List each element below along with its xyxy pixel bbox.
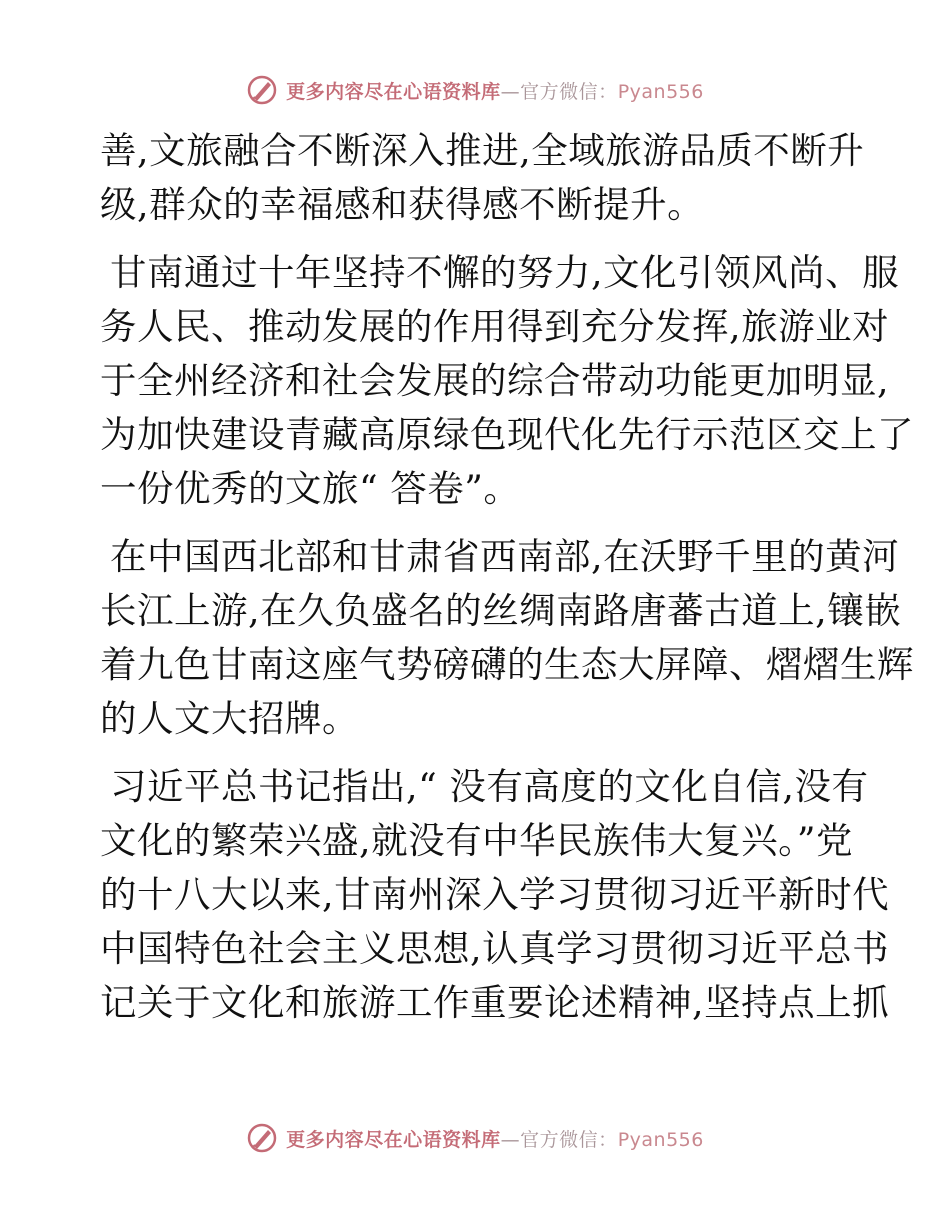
text-line: 着九色甘南这座气势磅礴的生态大屏障、熠熠生辉: [100, 643, 914, 686]
text-line: 为加快建设青藏高原绿色现代化先行示范区交上了: [100, 413, 914, 456]
text-line: 善,文旅融合不断深入推进,全域旅游品质不断升: [100, 129, 865, 172]
watermark-text: 更多内容尽在心语资料库—官方微信：Pyan556: [286, 80, 704, 103]
text-line: 文化的繁荣兴盛,就没有中华民族伟大复兴。”党: [100, 819, 854, 862]
text-line: 中国特色社会主义思想,认真学习贯彻习近平总书: [100, 927, 890, 970]
text-line: 一份优秀的文旅“ 答卷”。: [100, 467, 521, 510]
text-line: 务人民、推动发展的作用得到充分发挥,旅游业对: [100, 305, 890, 348]
quill-logo-icon: [246, 74, 278, 106]
text-line: 的十八大以来,甘南州深入学习贯彻习近平新时代: [100, 873, 890, 916]
header-watermark: [0, 72, 950, 108]
footer-watermark: [0, 1120, 950, 1156]
text-line: 长江上游,在久负盛名的丝绸南路唐蕃古道上,镶嵌: [100, 589, 902, 632]
text-line: 于全州经济和社会发展的综合带动功能更加明显,: [100, 359, 890, 402]
paragraph: [100, 760, 890, 1030]
paragraph: [100, 246, 914, 516]
text-line: 甘南通过十年坚持不懈的努力,文化引领风尚、服: [110, 251, 900, 294]
paragraph: [100, 530, 914, 746]
text-line: 习近平总书记指出,“ 没有高度的文化自信,没有: [110, 765, 869, 808]
document-body: [100, 124, 914, 1044]
watermark-text: 更多内容尽在心语资料库—官方微信：Pyan556: [286, 1128, 704, 1151]
text-line: 级,群众的幸福感和获得感不断提升。: [100, 183, 705, 226]
quill-logo-icon: [246, 1122, 278, 1154]
text-line: 记关于文化和旅游工作重要论述精神,坚持点上抓: [100, 981, 890, 1024]
text-line: 在中国西北部和甘肃省西南部,在沃野千里的黄河: [110, 535, 900, 578]
text-line: 的人文大招牌。: [100, 697, 359, 740]
paragraph: [100, 124, 865, 232]
